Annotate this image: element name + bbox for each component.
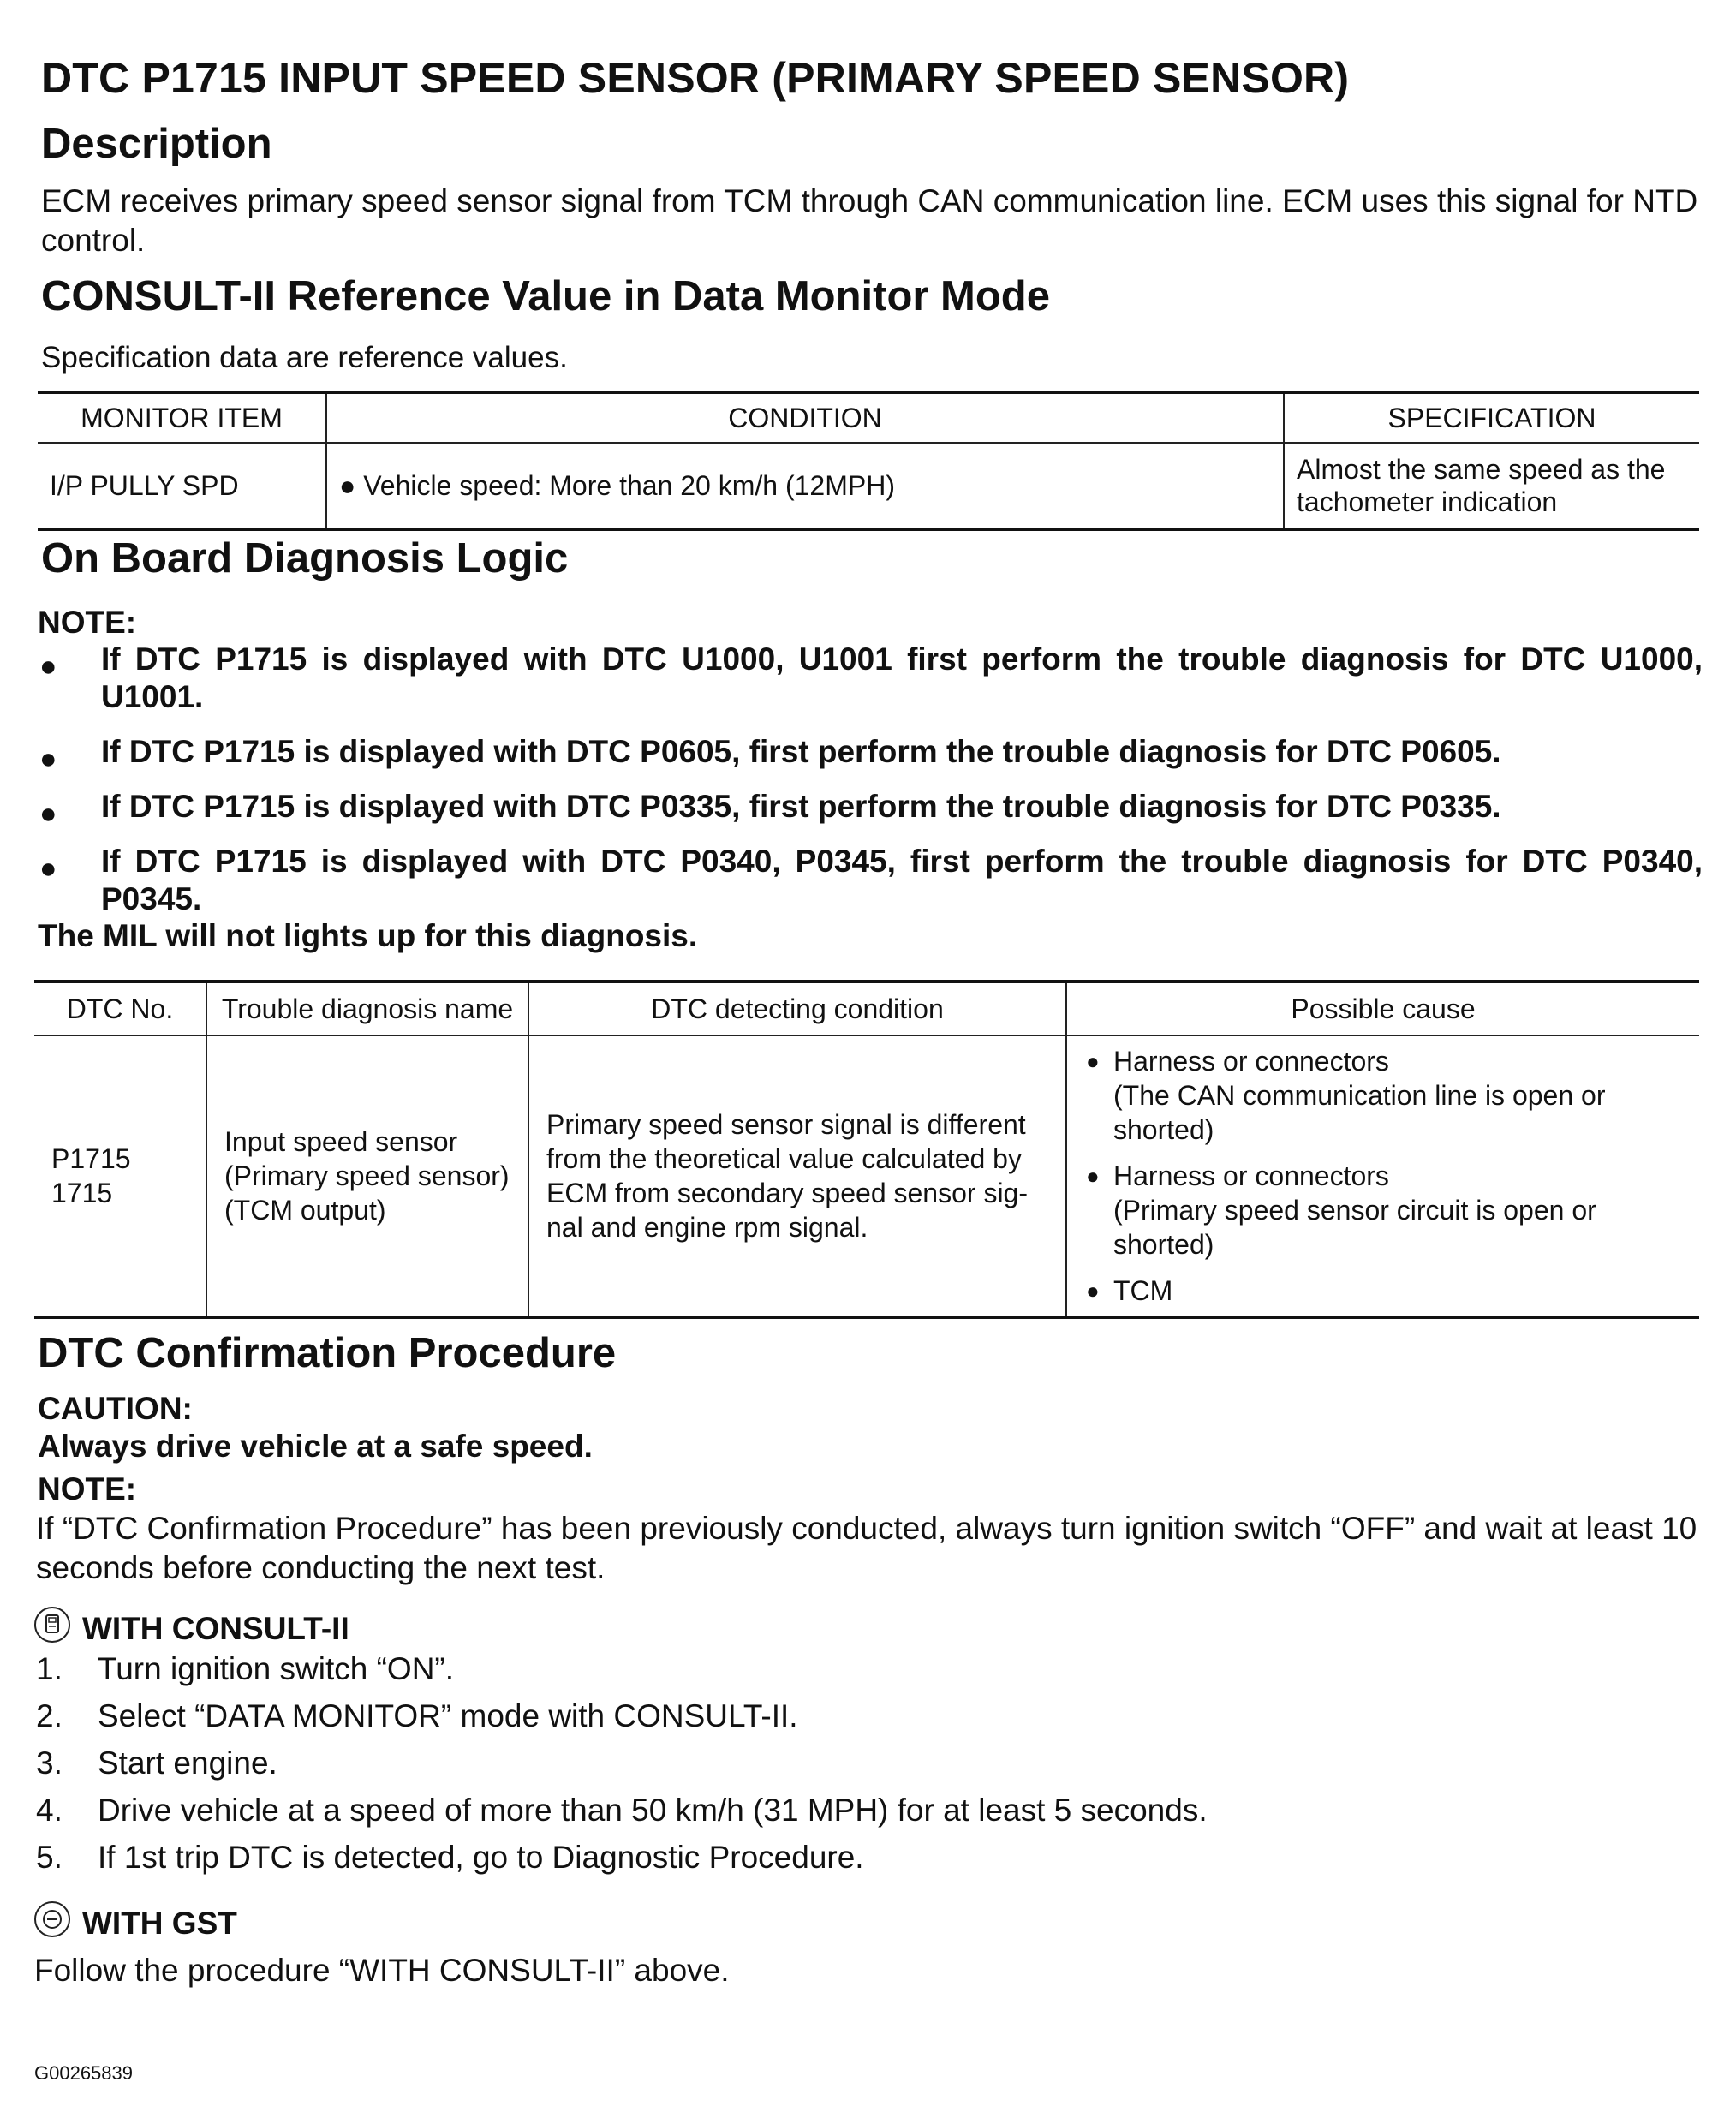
- dtc-number-cell: [34, 1035, 206, 1317]
- table-header-row: [38, 392, 1699, 443]
- condition-text: Vehicle speed: More than 20 km/h (12MPH): [363, 470, 895, 501]
- gst-text: Follow the procedure “WITH CONSULT-II” above.: [34, 1953, 730, 1988]
- consult-steps: [34, 1650, 1699, 1885]
- bullet-icon: ●: [1086, 1048, 1100, 1074]
- bullet-icon: ●: [1086, 1278, 1100, 1304]
- page-title: DTC P1715 INPUT SPEED SENSOR (PRIMARY SPEED SENSOR): [41, 54, 1350, 102]
- list-item: 1. Turn ignition switch “ON”.: [36, 1651, 455, 1686]
- specification-cell: [1284, 443, 1699, 529]
- list-item: 5. If 1st trip DTC is detected, go to Diagnostic Procedure.: [36, 1840, 864, 1875]
- consult-ii-icon: [34, 1607, 70, 1643]
- reference-heading: CONSULT-II Reference Value in Data Monitor Mode: [41, 273, 1050, 319]
- column-header: SPECIFICATION: [1284, 392, 1699, 443]
- bullet-icon: ●: [39, 743, 57, 775]
- consult-heading-row: [34, 1607, 349, 1647]
- reference-value-table: [38, 391, 1699, 531]
- bullet-icon: ●: [39, 650, 57, 683]
- confirmation-heading: DTC Confirmation Procedure: [38, 1330, 617, 1376]
- gst-icon: [34, 1901, 70, 1937]
- confirmation-note-label: NOTE:: [38, 1471, 137, 1506]
- column-header: DTC detecting condition: [528, 981, 1066, 1035]
- list-item: 2. Select “DATA MONITOR” mode with CONSULT-II.: [36, 1698, 798, 1733]
- bullet-icon: ●: [39, 852, 57, 885]
- detecting-condition-cell: Primary speed sensor signal is different from the theoretical value calculated by ECM from secondary speed sensor sig- nal and engine rpm signal.: [528, 1035, 1066, 1317]
- gst-heading-row: [34, 1901, 237, 1942]
- specification-line: Almost the same speed as the: [1297, 454, 1666, 485]
- consult-heading: WITH CONSULT-II: [82, 1611, 349, 1646]
- monitor-item-cell: I/P PULLY SPD: [50, 470, 239, 501]
- column-header: DTC No.: [34, 981, 206, 1035]
- dtc-number: P1715: [51, 1143, 131, 1174]
- description-heading: Description: [41, 121, 272, 167]
- reference-intro: Specification data are reference values.: [41, 341, 568, 374]
- list-item: 4. Drive vehicle at a speed of more than 50 km/h (31 MPH) for at least 5 seconds.: [36, 1793, 1208, 1828]
- list-item: ● If DTC P1715 is displayed with DTC P0605, first perform the trouble diagnosis for DTC P0605.: [38, 733, 1703, 771]
- cause-list: [1084, 1044, 1689, 1308]
- diagnosis-name-cell: Input speed sensor (Primary speed sensor) (TCM output): [206, 1035, 528, 1317]
- condition-cell: [326, 443, 1284, 529]
- column-header: MONITOR ITEM: [38, 392, 326, 443]
- specification-line: tachometer indication: [1297, 486, 1558, 517]
- list-item: ● If DTC P1715 is displayed with DTC P0340, P0345, first perform the trouble diagnosis for DTC P0340, P0345.: [39, 844, 1703, 916]
- document-id: G00265839: [34, 2062, 133, 2084]
- table-row: [34, 1035, 1699, 1317]
- gst-heading: WITH GST: [82, 1906, 237, 1941]
- column-header: Trouble diagnosis name: [206, 981, 528, 1035]
- list-item: 3. Start engine.: [36, 1745, 277, 1781]
- caution-text: Always drive vehicle at a safe speed.: [38, 1429, 593, 1464]
- list-item: ● Harness or connectors (Primary speed sensor circuit is open or shorted): [1086, 1160, 1596, 1260]
- dtc-table: [34, 980, 1699, 1319]
- obd-note-list: [38, 641, 1703, 935]
- description-text: ECM receives primary speed sensor signal from TCM through CAN communication line. ECM uses this signal for NTD control.: [41, 183, 1698, 258]
- table-row: [38, 443, 1699, 529]
- bullet-icon: ●: [339, 470, 356, 501]
- caution-label: CAUTION:: [38, 1391, 193, 1426]
- obd-note-label: NOTE:: [38, 605, 137, 640]
- obd-heading: On Board Diagnosis Logic: [41, 535, 569, 582]
- mil-text: The MIL will not lights up for this diagnosis.: [38, 918, 698, 953]
- column-header: CONDITION: [326, 392, 1284, 443]
- list-item: ● Harness or connectors (The CAN communication line is open or shorted): [1086, 1046, 1606, 1145]
- bullet-icon: ●: [39, 797, 57, 830]
- list-item: ● If DTC P1715 is displayed with DTC P0335, first perform the trouble diagnosis for DTC P0335.: [38, 788, 1703, 826]
- dtc-number: 1715: [51, 1178, 113, 1208]
- confirmation-note-text: If “DTC Confirmation Procedure” has been previously conducted, always turn ignition switch “OFF” and wait at least 10 seconds before conducting the next test.: [36, 1511, 1697, 1585]
- list-item: ● TCM: [1086, 1275, 1173, 1306]
- possible-cause-cell: [1066, 1035, 1699, 1317]
- bullet-icon: ●: [1086, 1163, 1100, 1189]
- table-header-row: [34, 981, 1699, 1035]
- list-item: ● If DTC P1715 is displayed with DTC U1000, U1001 first perform the trouble diagnosis for DTC U1000, U1001.: [39, 641, 1703, 714]
- column-header: Possible cause: [1066, 981, 1699, 1035]
